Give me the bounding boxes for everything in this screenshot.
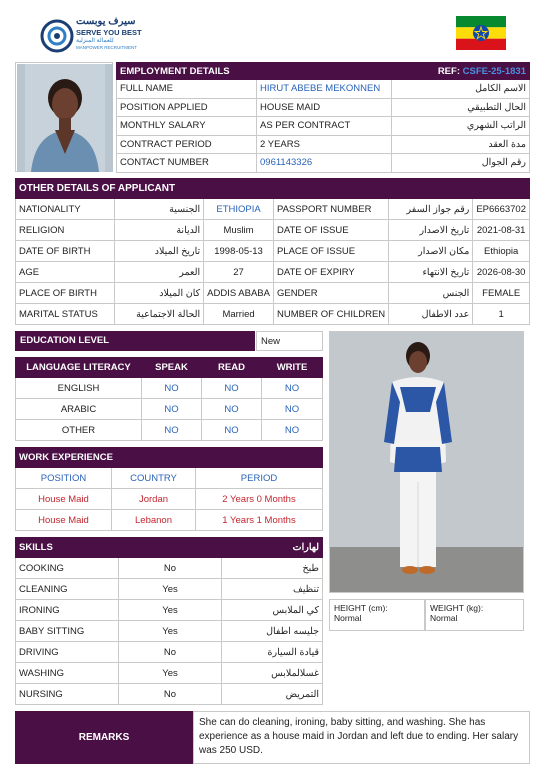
emp-label-ar: الاسم الكامل	[392, 80, 530, 99]
logo-sub-english: MANPOWER RECRUITMENT	[76, 45, 137, 50]
employment-details-title: EMPLOYMENT DETAILS	[117, 63, 392, 80]
other-label: DATE OF ISSUE	[273, 220, 388, 241]
ref-number	[392, 63, 530, 80]
other-label: PASSPORT NUMBER	[273, 199, 388, 220]
other-label: MARITAL STATUS	[16, 304, 115, 325]
emp-label-ar: الراتب الشهري	[392, 117, 530, 136]
work-period: 1 Years 1 Months	[196, 510, 323, 531]
work-experience-title: WORK EXPERIENCE	[16, 448, 323, 468]
emp-value: HIRUT ABEBE MEKONNEN	[257, 80, 392, 99]
other-label-ar: تاريخ الاصدار	[389, 220, 473, 241]
work-header: PERIOD	[196, 468, 323, 489]
height-label: HEIGHT (cm):	[334, 603, 388, 613]
other-value: 1	[473, 304, 530, 325]
language-read: NO	[202, 378, 262, 399]
logo-arabic-text: سيرف يوبست	[76, 16, 136, 27]
remarks-label: REMARKS	[15, 711, 193, 764]
other-value: 2021-08-31	[473, 220, 530, 241]
other-label: DATE OF BIRTH	[16, 241, 115, 262]
skill-name-ar: غسلالملابس	[222, 663, 323, 684]
other-value: Muslim	[204, 220, 274, 241]
skill-value: Yes	[119, 579, 222, 600]
other-label-ar: الديانة	[115, 220, 204, 241]
language-name: ENGLISH	[16, 378, 142, 399]
other-label: NUMBER OF CHILDREN	[273, 304, 388, 325]
skills-title-ar: لهارات	[222, 538, 323, 558]
skill-value: Yes	[119, 621, 222, 642]
company-logo	[40, 16, 140, 56]
skill-value: No	[119, 642, 222, 663]
skill-name: WASHING	[16, 663, 119, 684]
ref-label: REF:	[437, 65, 460, 77]
language-read: NO	[202, 399, 262, 420]
other-value: EP6663702	[473, 199, 530, 220]
other-label: GENDER	[273, 283, 388, 304]
skill-value: No	[119, 558, 222, 579]
emp-label: POSITION APPLIED	[117, 98, 257, 117]
skill-name: DRIVING	[16, 642, 119, 663]
skill-value: Yes	[119, 600, 222, 621]
other-value: FEMALE	[473, 283, 530, 304]
skill-name-ar: تنظيف	[222, 579, 323, 600]
other-value: 2026-08-30	[473, 262, 530, 283]
emp-label-ar: الحال التطبيقي	[392, 98, 530, 117]
skills-table	[15, 537, 323, 705]
emp-label: CONTRACT PERIOD	[117, 135, 257, 154]
other-value: ADDIS ABABA	[204, 283, 274, 304]
other-label: NATIONALITY	[16, 199, 115, 220]
other-label-ar: الجنسية	[115, 199, 204, 220]
skill-value: Yes	[119, 663, 222, 684]
work-position: House Maid	[16, 510, 112, 531]
work-header: POSITION	[16, 468, 112, 489]
work-country: Jordan	[112, 489, 196, 510]
other-label-ar: العمر	[115, 262, 204, 283]
emp-label: FULL NAME	[117, 80, 257, 99]
emp-value: HOUSE MAID	[257, 98, 392, 117]
other-label: RELIGION	[16, 220, 115, 241]
logo-english-text: SERVE YOU BEST	[76, 28, 142, 37]
employment-details-table	[116, 62, 530, 173]
ethiopia-flag-icon	[456, 16, 506, 50]
emp-value: 0961143326	[257, 154, 392, 173]
other-label-ar: الحالة الاجتماعية	[115, 304, 204, 325]
applicant-photo	[15, 62, 113, 172]
language-header: SPEAK	[142, 358, 202, 378]
emp-label: MONTHLY SALARY	[117, 117, 257, 136]
other-label: AGE	[16, 262, 115, 283]
language-write: NO	[262, 399, 323, 420]
education-level-value: New	[256, 331, 323, 351]
full-body-photo	[329, 331, 524, 593]
emp-label-ar: مدة العقد	[392, 135, 530, 154]
ref-value: CSFE-25-1831	[462, 65, 526, 77]
language-header: WRITE	[262, 358, 323, 378]
other-label-ar: الجنس	[389, 283, 473, 304]
other-label-ar: عدد الاطفال	[389, 304, 473, 325]
language-header: LANGUAGE LITERACY	[16, 358, 142, 378]
weight-label: WEIGHT (kg):	[430, 603, 484, 613]
skill-value: No	[119, 684, 222, 705]
language-write: NO	[262, 420, 323, 441]
skill-name-ar: طبخ	[222, 558, 323, 579]
other-label: DATE OF EXPIRY	[273, 262, 388, 283]
weight-box	[425, 599, 524, 631]
other-label-ar: كان الميلاد	[115, 283, 204, 304]
other-value: Ethiopia	[473, 241, 530, 262]
work-period: 2 Years 0 Months	[196, 489, 323, 510]
skills-title: SKILLS	[16, 538, 119, 558]
other-value: ETHIOPIA	[204, 199, 274, 220]
skill-name-ar: قيادة السيارة	[222, 642, 323, 663]
work-header: COUNTRY	[112, 468, 196, 489]
language-speak: NO	[142, 378, 202, 399]
height-value: Normal	[334, 613, 362, 623]
language-name: ARABIC	[16, 399, 142, 420]
other-label-ar: تاريخ الانتهاء	[389, 262, 473, 283]
skill-name: BABY SITTING	[16, 621, 119, 642]
language-name: OTHER	[16, 420, 142, 441]
education-level-label: EDUCATION LEVEL	[15, 331, 255, 351]
skill-name: NURSING	[16, 684, 119, 705]
other-value: Married	[204, 304, 274, 325]
work-country: Lebanon	[112, 510, 196, 531]
emp-value: AS PER CONTRACT	[257, 117, 392, 136]
other-label-ar: مكان الاصدار	[389, 241, 473, 262]
weight-value: Normal	[430, 613, 458, 623]
other-details-table	[15, 178, 530, 325]
other-label: PLACE OF BIRTH	[16, 283, 115, 304]
language-speak: NO	[142, 420, 202, 441]
height-box	[329, 599, 425, 631]
language-speak: NO	[142, 399, 202, 420]
other-value: 27	[204, 262, 274, 283]
skill-name: IRONING	[16, 600, 119, 621]
other-label: PLACE OF ISSUE	[273, 241, 388, 262]
language-read: NO	[202, 420, 262, 441]
other-details-title: OTHER DETAILS OF APPLICANT	[16, 179, 530, 199]
language-write: NO	[262, 378, 323, 399]
other-label-ar: رقم جواز السفر	[389, 199, 473, 220]
emp-label-ar: رقم الجوال	[392, 154, 530, 173]
skill-name: COOKING	[16, 558, 119, 579]
other-value: 1998-05-13	[204, 241, 274, 262]
skill-name: CLEANING	[16, 579, 119, 600]
work-experience-table	[15, 447, 323, 531]
skill-name-ar: جليسه اطفال	[222, 621, 323, 642]
skill-name-ar: التمريض	[222, 684, 323, 705]
language-header: READ	[202, 358, 262, 378]
emp-value: 2 YEARS	[257, 135, 392, 154]
work-position: House Maid	[16, 489, 112, 510]
remarks-text: She can do cleaning, ironing, baby sitting, and washing. She has experience as a house maid in Jordan and left due to ending. Her salary was 250 USD.	[193, 711, 530, 764]
logo-sub-arabic: للعمالة المنزلية	[76, 38, 114, 44]
language-table	[15, 357, 323, 441]
logo-emblem-icon	[40, 19, 74, 53]
skill-name-ar: كي الملابس	[222, 600, 323, 621]
emp-label: CONTACT NUMBER	[117, 154, 257, 173]
other-label-ar: تاريخ الميلاد	[115, 241, 204, 262]
